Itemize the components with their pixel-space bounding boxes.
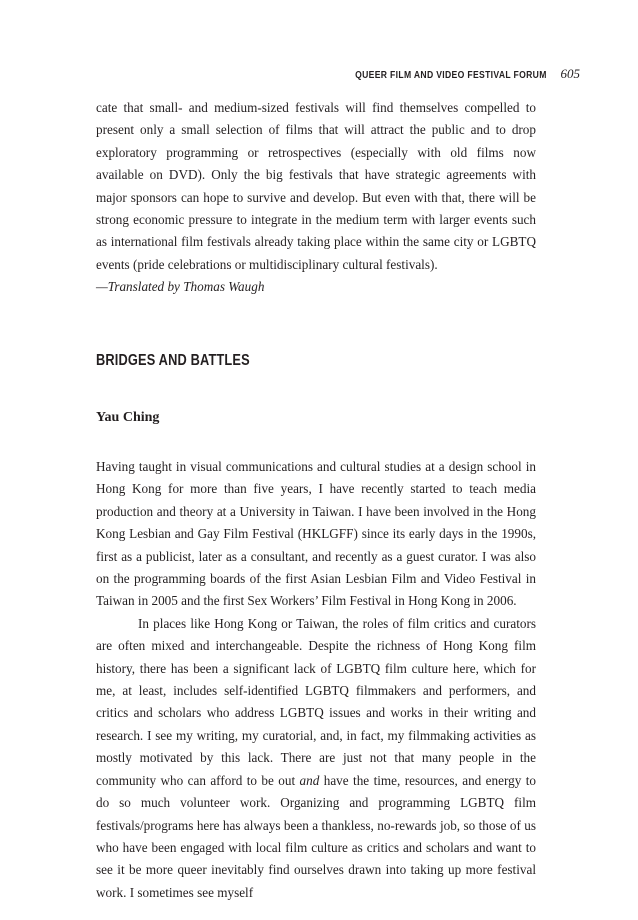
- translator-credit: —Translated by Thomas Waugh: [96, 279, 265, 295]
- paragraph-2-part-2: have the time, resources, and energy to do so much volunteer work. Organizing and programming LGBTQ film festivals/programs here has always been a thankless, no-rewards job, so those of us who have been engaged with local film culture as critics and scholars and want to see it be more queer inevitably find ourselves drawn into taking up more festival work. I sometimes see myself: [96, 772, 536, 900]
- continued-text-block: [96, 97, 536, 299]
- running-title: QUEER FILM AND VIDEO FESTIVAL FORUM: [354, 69, 547, 81]
- running-header: [313, 66, 580, 86]
- paragraph-2: [96, 613, 536, 904]
- page-number: 605: [560, 66, 580, 81]
- continued-paragraph: cate that small- and medium-sized festivals will find themselves compelled to present only a small selection of films that will attract the public and to drop exploratory programming or retrospectives (especially with old films now available on DVD). Only the big festivals that have strategic agreements with major sponsors can hope to survive and develop. But even with that, there will be strong economic pressure to integrate in the medium term with larger events such as international film festivals already taking place within the same city or LGBTQ events (pride celebrations or multidisciplinary cultural festivals).: [96, 100, 536, 272]
- section-heading: BRIDGES AND BATTLES: [96, 352, 250, 369]
- essay-body: [96, 456, 536, 904]
- paragraph-2-emphasis: and: [299, 772, 320, 788]
- paragraph-2-part-1: In places like Hong Kong or Taiwan, the roles of film critics and curators are often mixed and interchangeable. Despite the richness of Hong Kong film history, there has been a significant lack of LGBTQ film culture here, which for me, at least, includes self-identified LGBTQ filmmakers and performers, and critics and scholars who address LGBTQ issues and works in their writing and research. I see my writing, my curatorial, and, in fact, my filmmaking activities as mostly motivated by this lack. There are just not that many people in the community who can afford to be out: [96, 615, 536, 788]
- paragraph-1: Having taught in visual communications and cultural studies at a design school in Hong Kong for more than five years, I have recently started to teach media production and theory at a University in Taiwan. I have been involved in the Hong Kong Lesbian and Gay Film Festival (HKLGFF) since its early days in the 1990s, first as a publicist, later as a consultant, and recently as a guest curator. I was also on the programming boards of the first Asian Lesbian Film and Video Festival in Taiwan in 2005 and the first Sex Workers’ Film Festival in Hong Kong in 2006.: [96, 459, 536, 609]
- author-name: Yau Ching: [96, 410, 160, 425]
